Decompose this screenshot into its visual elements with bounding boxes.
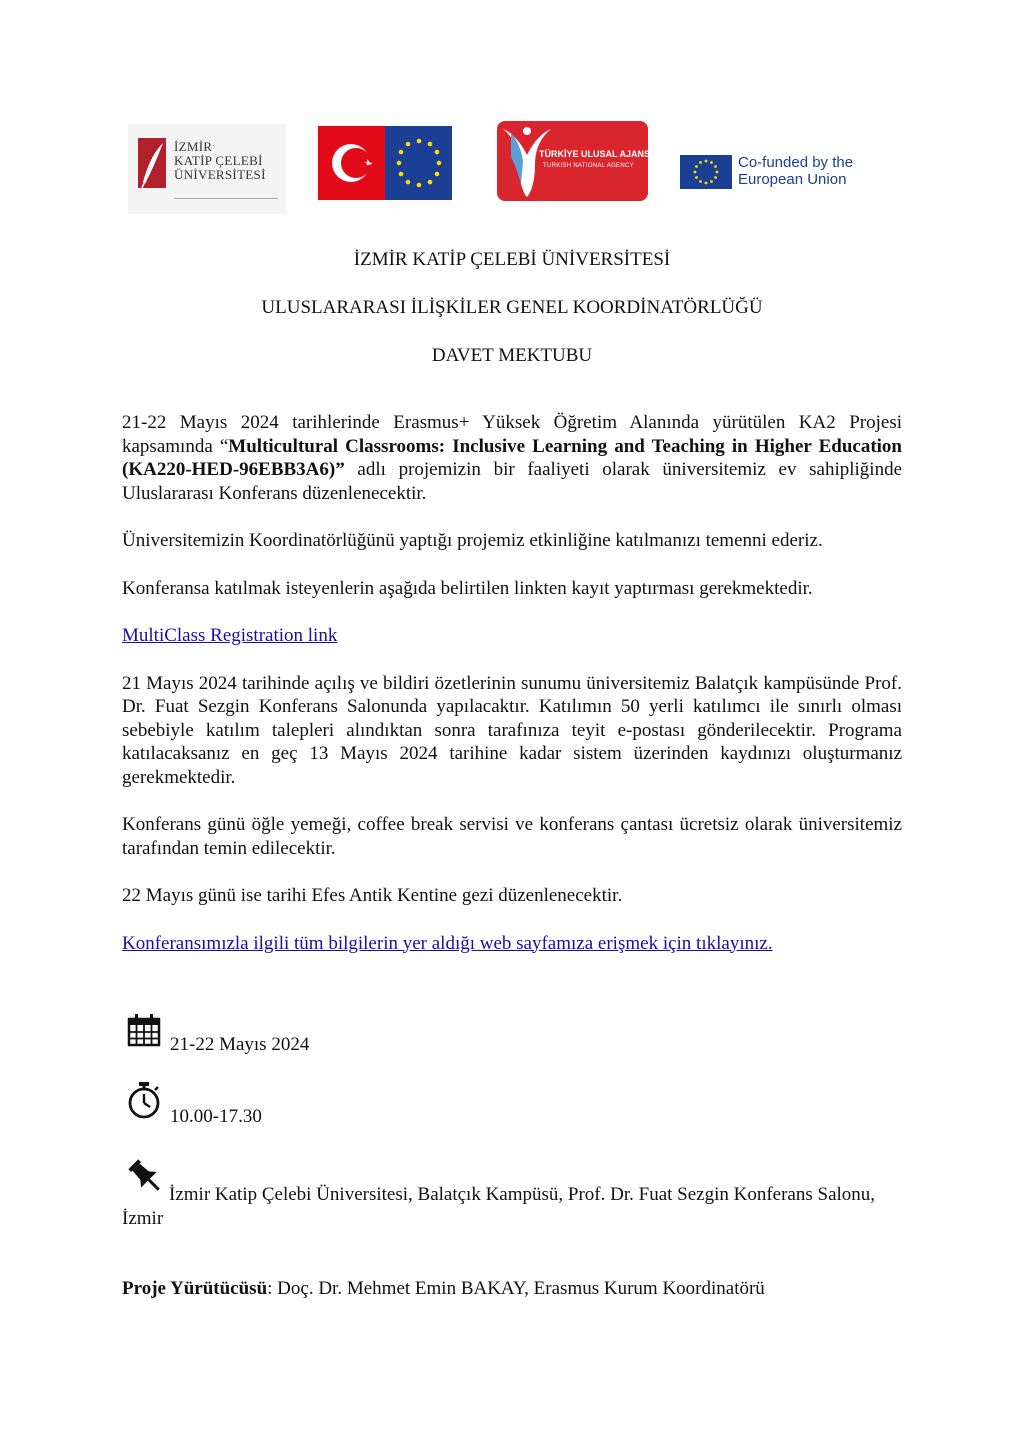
event-date: 21-22 Mayıs 2024: [170, 1034, 310, 1055]
divider: [174, 198, 278, 199]
event-location: İzmir Katip Çelebi Üniversitesi, Balatçık Kampüsü, Prof. Dr. Fuat Sezgin Konferans Salonu, İzmir: [122, 1184, 876, 1229]
agency-emblem-icon: [497, 121, 648, 201]
registration-link[interactable]: MultiClass Registration link: [122, 625, 338, 646]
eu-line1: Co-funded by the: [738, 154, 854, 171]
intro-text-start: 21-22 Mayıs 2024 tarihlerinde Erasmus+ Yüksek Öğretim Alanında yürütülen KA2 Projesi kapsamında “: [122, 412, 902, 457]
national-agency-logo: [497, 121, 653, 201]
calendar-icon: [127, 1013, 161, 1047]
ikcu-line3: ÜNİVERSİTESİ: [174, 167, 266, 182]
university-heading: İZMİR KATİP ÇELEBİ ÜNİVERSİTESİ: [353, 249, 671, 270]
office-heading: ULUSLARARASI İLİŞKİLER GENEL KOORDİNATÖRLÜĞÜ: [261, 297, 763, 318]
agency-name: TÜRKİYE ULUSAL AJANSI: [539, 149, 653, 159]
paragraph-invitation: Üniversitemizin Koordinatörlüğünü yaptığı projemiz etkinliğine katılmanızı temenni ederiz.: [122, 530, 823, 551]
paragraph-program: 21 Mayıs 2024 tarihinde açılış ve bildiri özetlerinin sunumu üniversitemiz Balatçık kampüsünde Prof. Dr. Fuat Sezgin Konferans Salonunda yapılacaktır. Katılımın 50 yerli katılımcı ile sınırlı olması sebebiyle katılım talepleri alındıktan sonra tarafınıza teyit e-postası gönderilecektir. Programa katılacaksanız en geç 13 Mayıs 2024 tarihine kadar sistem üzerinden kaydınızı oluşturmanız gerekmektedir.: [122, 672, 902, 788]
coordinator-value: : Doç. Dr. Mehmet Emin BAKAY, Erasmus Kurum Koordinatörü: [267, 1278, 765, 1299]
letter-body: [122, 411, 902, 979]
event-time: 10.00-17.30: [170, 1106, 262, 1127]
website-link[interactable]: Konferansımızla ilgili tüm bilgilerin yer aldığı web sayfamıza erişmek için tıklayınız.: [122, 932, 773, 954]
agency-name-en: TURKISH NATIONAL AGENCY: [543, 163, 634, 169]
paragraph-registration: Konferansa katılmak isteyenlerin aşağıda belirtilen linkten kayıt yaptırması gerekmektedir.: [122, 577, 813, 599]
paragraph-catering: Konferans günü öğle yemeği, coffee break servisi ve konferans çantası ücretsiz olarak üniversitemiz tarafından temin edilecektir.: [122, 814, 902, 859]
ikcu-logo: [128, 124, 286, 214]
stopwatch-icon: [126, 1081, 162, 1119]
project-coordinator: [122, 1277, 902, 1301]
turkey-eu-flag-logo: [318, 126, 452, 200]
document-title: DAVET MEKTUBU: [431, 345, 593, 366]
eu-line2: European Union: [738, 171, 847, 188]
project-title: Multicultural Classrooms: Inclusive Learning and Teaching in Higher Education (KA220-HED-96EBB3A6)”: [122, 435, 902, 480]
ikcu-line2: KATİP ÇELEBİ: [174, 153, 263, 168]
paragraph-intro: [122, 411, 902, 505]
eu-cofunded-logo: [680, 153, 870, 191]
intro-text-end: adlı projemizin bir faaliyeti olarak üniversitemiz ev sahipliğinde Uluslararası Konferans düzenlenecektir.: [122, 459, 902, 504]
ikcu-line1: İZMİR: [174, 139, 213, 154]
eu-flag-icon: [680, 155, 732, 189]
quill-icon: [136, 134, 168, 192]
paragraph-trip: 22 Mayıs günü ise tarihi Efes Antik Kentine gezi düzenlenecektir.: [122, 885, 623, 906]
coordinator-label: Proje Yürütücüsü: [122, 1278, 268, 1299]
